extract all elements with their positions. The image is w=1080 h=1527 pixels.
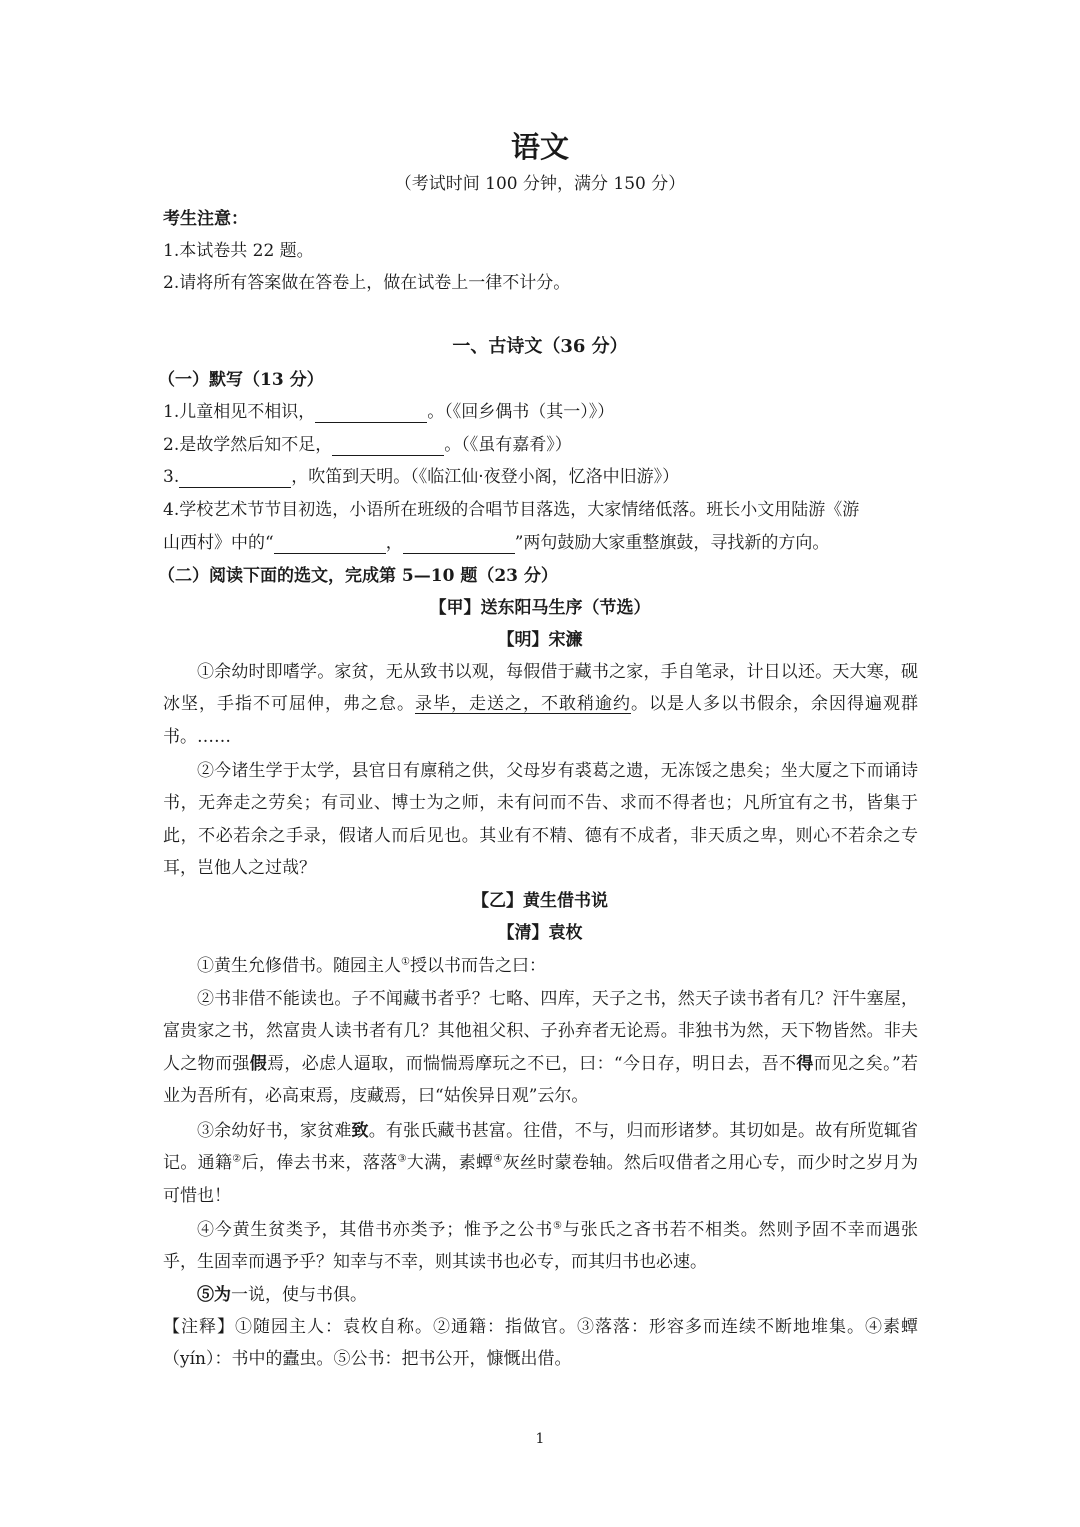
passage-a-title: 【甲】送东阳马生序（节选）: [429, 598, 651, 618]
page-number: 1: [535, 1431, 545, 1447]
exam-subtitle: （考试时间 100 分钟，满分 150 分）: [394, 174, 686, 194]
annotations: 【注释】①随园主人：袁枚自称。②通籍：指做官。③落落：形容多而连续不断地堆集。④素蟫（yín）：书中的蠹虫。⑤公书：把书公开，慷慨出借。: [163, 1317, 918, 1370]
passage-text: 与张氏之吝书若不相类。然则予固不幸而遇张乎，生固幸而遇予乎？知幸与不幸，则其读书也必专，而其归书也必速。: [163, 1220, 918, 1273]
page-title: 语文: [510, 130, 569, 164]
passage-b-paragraph-2: [163, 983, 918, 1112]
question-text: 。（《虽有嘉肴》）: [444, 435, 572, 455]
footnote-marker: ③: [397, 1153, 407, 1165]
passage-b-paragraph-4: [163, 1214, 918, 1279]
question-text: 1.儿童相见不相识，: [163, 402, 316, 422]
bold-word: 致: [351, 1121, 369, 1141]
question-text: 。（《回乡偶书（其一）》）: [427, 402, 615, 422]
passage-text: 一说，使与书俱。: [231, 1285, 367, 1305]
footnote-marker: ①: [401, 956, 410, 968]
passage-text: 大满，素蟫: [406, 1153, 494, 1174]
section-title: 一、古诗文（36 分）: [452, 336, 628, 357]
answer-blank: [332, 437, 444, 456]
question-4-line2: [163, 532, 829, 554]
bold-word: ⑤为: [197, 1285, 231, 1305]
footnote-marker: ②: [232, 1153, 242, 1165]
passage-b-title: 【乙】黄生借书说: [472, 891, 608, 911]
notice-heading: 考生注意：: [163, 209, 248, 229]
passage-a-author: 【明】宋濂: [497, 630, 583, 650]
bold-word: 得: [796, 1053, 814, 1074]
answer-blank: [403, 535, 515, 554]
question-text: 3.: [163, 467, 180, 487]
passage-text: 灰丝时蒙卷轴。然后叹借者之用心专，而少时之岁月为可惜也！: [163, 1153, 919, 1206]
passage-text: ④今黄生贫类予，其借书亦类予；惟予之公书: [197, 1220, 554, 1240]
passage-a-paragraph-2: ②今诸生学于太学，县官日有廪稍之供，父母岁有裘葛之遗，无冻馁之患矣；坐大厦之下而诵诗书，无奔走之劳矣；有司业、博士为之师，未有问而不告、求而不得者也；凡所宜有之书，皆集于此，不必若余之手录，假诸人而后见也。其业有不精、德有不成者，非天质之卑，则心不若余之专耳，岂他人之过哉？: [163, 761, 918, 878]
notice-item: 2.请将所有答案做在答卷上，做在试卷上一律不计分。: [163, 273, 571, 293]
part-title: （一）默写（13 分）: [158, 370, 324, 390]
notice-item: 1.本试卷共 22 题。: [163, 241, 314, 261]
question-text: ，: [385, 533, 403, 553]
question-2: [163, 434, 572, 456]
passage-text: ①余幼时即嗜学。家贫，无从致书以观，每假借于藏书之家，手自笔录，计日以还。天大寒，砚冰坚，手指不可屈伸，弗之怠。: [163, 662, 918, 715]
passage-a-paragraph-1: [163, 656, 918, 753]
question-text: 山西村》中的“: [163, 533, 274, 553]
question-text: ，吹笛到天明。（《临江仙·夜登小阁，忆洛中旧游》）: [291, 467, 680, 487]
passage-text: ①黄生允修借书。随园主人: [197, 956, 401, 976]
question-text: 2.是故学然后知不足，: [163, 435, 333, 455]
passage-b-paragraph-1: [163, 950, 918, 982]
passage-b-paragraph-3: [163, 1115, 918, 1212]
passage-text: 焉，必虑人逼取，而惴惴焉摩玩之不已，曰：“今日存，明日去，吾不: [267, 1053, 797, 1074]
part-title: （二）阅读下面的选文，完成第 5—10 题（23 分）: [158, 566, 558, 586]
answer-blank: [274, 535, 386, 554]
footnote-marker: ④: [493, 1153, 503, 1165]
passage-text: ③余幼好书，家贫难: [197, 1121, 352, 1141]
question-4-line1: 4.学校艺术节节目初选，小语所在班级的合唱节目落选，大家情绪低落。班长小文用陆游《游: [163, 500, 860, 520]
passage-text: 。以是人多以书假余，余因得遍观群书。……: [163, 694, 918, 747]
question-3: [163, 466, 679, 488]
passage-text: 。有张氏藏书甚富。往借，不与，归而形诸梦。其切如是。故有所览辄省记。通籍: [163, 1121, 919, 1174]
question-text: ”两句鼓励大家重整旗鼓，寻找新的方向。: [514, 533, 830, 553]
footnote-marker: ⑤: [553, 1220, 563, 1232]
bold-word: 假: [249, 1053, 268, 1074]
question-1: [163, 401, 614, 423]
passage-text: 后，俸去书来，落落: [241, 1153, 398, 1174]
passage-text: 授以书而告之曰：: [409, 956, 546, 976]
answer-blank: [315, 404, 427, 423]
underlined-sentence: 录毕，走送之，不敢稍逾约: [415, 694, 631, 715]
answer-blank: [179, 469, 291, 488]
passage-text: 而见之矣。”若业为吾所有，必高束焉，庋藏焉，曰“姑俟异日观”云尔。: [163, 1053, 918, 1106]
passage-text: ②书非借不能读也。子不闻藏书者乎？七略、四库，天子之书，然天子读书者有几？汗牛塞屋，富贵家之书，然富贵人读书者有几？其他祖父积、子孙弃者无论焉。非独书为然，天下物皆然。非夫人之物而强: [163, 989, 918, 1074]
passage-b-paragraph-5: [163, 1279, 918, 1311]
passage-b-author: 【清】袁枚: [497, 923, 583, 943]
